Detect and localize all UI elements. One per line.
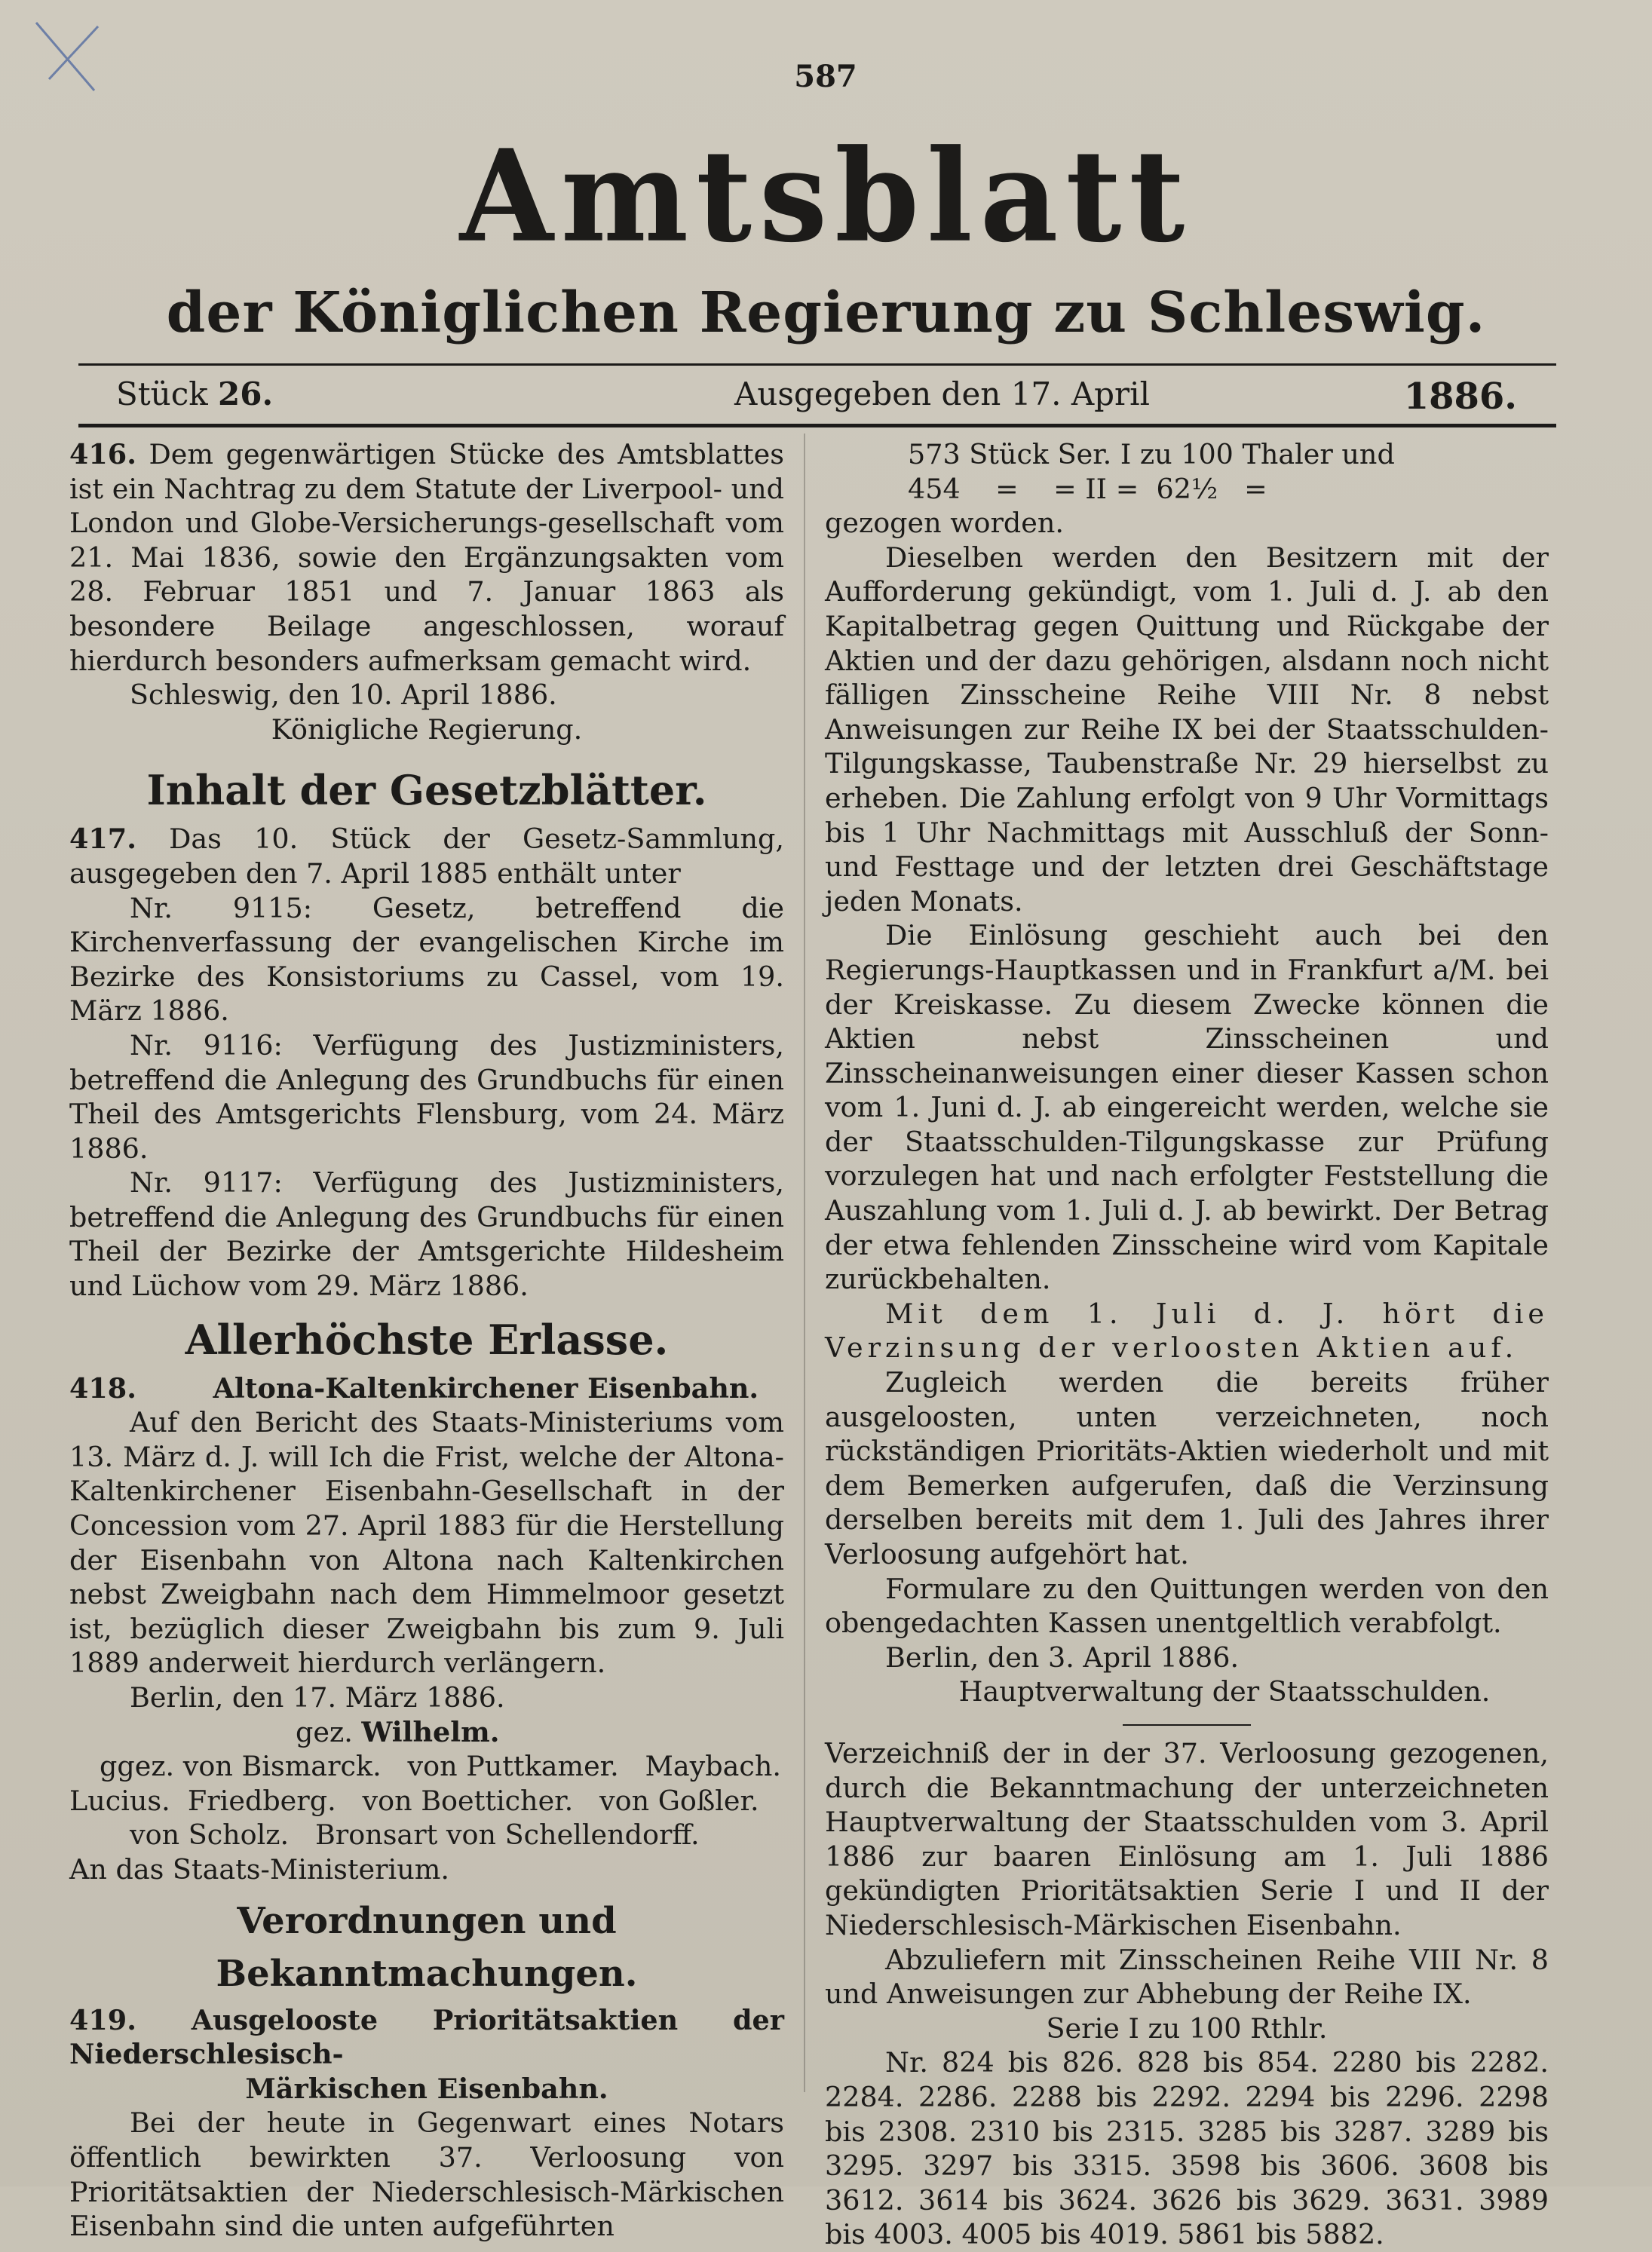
series-line: 573 Stück Ser. I zu 100 Thaler und (908, 438, 1395, 470)
addressee: An das Staats-Ministerium. (69, 1852, 449, 1886)
place-date: Schleswig, den 10. April 1886. (130, 679, 557, 712)
heading-verordnungen: Verordnungen und Bekanntmachungen. (216, 1899, 638, 1995)
paragraph: Dieselben werden den Besitzern mit der Aufforderung gekündigt, vom 1. Juli d. J. ab den Kapitalbetrag gegen Quittung und Rückgabe der Aktien und der dazu gehörigen, alsdann noch nicht fälligen Zinsscheine Reihe VIII Nr. 8 nebst Anweisungen zur Reihe IX bei der Staatsschulden-Tilgungskasse, Taubenstraße Nr. 29 hierselbst zu erheben. Die Zahlung erfolgt von 9 Uhr Vormittags bis 1 Uhr Nachmittags mit Ausschluß der Sonn- und Festtage und der letzten drei Geschäftstage jeden Monats. (825, 541, 1549, 918)
issue-year: 1886. (1403, 375, 1517, 418)
list-note: Abzuliefern mit Zinsscheinen Reihe VIII Nr. 8 und Anweisungen zur Abhebung der Reihe IX. (825, 1943, 1549, 2011)
top-rule (78, 363, 1556, 366)
issue-info: Stück 26. (116, 375, 274, 412)
pencil-mark-icon (23, 15, 106, 98)
page-number: 587 (794, 59, 857, 94)
separator (1123, 1724, 1251, 1726)
place-date: Berlin, den 3. April 1886. (885, 1641, 1240, 1674)
right-column (825, 437, 1549, 2252)
paragraph: Zugleich werden die bereits früher ausgeloosten, unten verzeichneten, noch rückständigen Prioritäts-Aktien wiederholt und mit dem Bemerken aufgerufen, daß die Verzinsung derselben bereits mit dem 1. Juli des Jahres ihrer Verloosung aufgehört hat. (825, 1366, 1549, 1570)
series-line: 454 = = II = 62½ = (908, 472, 1267, 505)
signature: gez. Wilhelm. (296, 1715, 500, 1748)
column-divider (804, 434, 805, 2092)
heading-erlasse: Allerhöchste Erlasse. (185, 1315, 669, 1364)
authority: Königliche Regierung. (271, 712, 583, 746)
paragraph: Die Einlösung geschieht auch bei den Regierungs-Hauptkassen und in Frankfurt a/M. bei der Kreiskasse. Zu diesem Zwecke können die Aktien nebst Zinsscheinen und Zinsscheinanweisungen einer dieser Kassen schon vom 1. Juni d. J. ab eingereicht werden, welche sie der Staatsschulden-Tilgungskasse zur Prüfung vorzulegen hat und nach erfolgter Feststellung die Auszahlung vom 1. Juli d. J. ab bewirkt. Der Betrag der etwa fehlenden Zinsscheine wird vom Kapitale zurückbehalten. (825, 919, 1549, 1296)
section-419-title-2: Märkischen Eisenbahn. (245, 2072, 608, 2105)
series-heading: Serie I zu 100 Rthlr. (1046, 2011, 1328, 2045)
section-418-text: Auf den Bericht des Staats-Ministeriums vom 13. März d. J. will Ich die Frist, welche der Altona-Kaltenkirchener Eisenbahn-Gesellschaft in der Concession vom 27. April 1883 für die Herstellung der Eisenbahn von Altona nach Kaltenkirchen nebst Zweigbahn nach dem Himmelmoor gesetzt ist, bezüglich dieser Zweigbahn bis zum 9. Juli 1889 anderweit hierdurch verlängern. (69, 1406, 784, 1680)
law-item: Nr. 9116: Verfügung des Justizministers, betreffend die Anlegung des Grundbuchs für einen Theil des Amtsgerichts Flensburg, vom 24. März 1886. (69, 1028, 784, 1165)
countersignatures: Lucius. Friedberg. von Boetticher. von Goßler. (69, 1784, 759, 1817)
countersignatures: ggez. von Bismarck. von Puttkamer. Maybach. (100, 1750, 781, 1783)
section-416: 416. Dem gegenwärtigen Stücke des Amtsblattes ist ein Nachtrag zu dem Statute der Liverpool- und London und Globe-Versicherungs-gesellschaft vom 21. Mai 1836, sowie den Ergänzungsakten vom 28. Februar 1851 und 7. Januar 1863 als besondere Beilage angeschlossen, worauf hierdurch besonders aufmerksam gemacht wird. (69, 438, 784, 677)
masthead-title: Amtsblatt (459, 121, 1193, 271)
section-419-text: Bei der heute in Gegenwart eines Notars öffentlich bewirkten 37. Verloosung von Prioritätsaktien der Niederschlesisch-Märkischen Eisenbahn sind die unten aufgeführten (69, 2106, 784, 2243)
place-date: Berlin, den 17. März 1886. (130, 1681, 505, 1714)
section-419-title: 419. Ausgelooste Prioritätsaktien der Niederschlesisch- (69, 2003, 784, 2071)
authority: Hauptverwaltung der Staatsschulden. (958, 1675, 1491, 1708)
heading-gesetzblaetter: Inhalt der Gesetzblätter. (146, 766, 707, 815)
issue-date: Ausgegeben den 17. April (734, 375, 1151, 412)
drawn-line: gezogen worden. (825, 507, 1064, 540)
issue-line (78, 372, 1556, 418)
paragraph: Formulare zu den Quittungen werden von den obengedachten Kassen unentgeltlich verabfolgt. (825, 1572, 1549, 1640)
countersignatures: von Scholz. Bronsart von Schellendorff. (130, 1818, 700, 1852)
list-intro: Verzeichniß der in der 37. Verloosung gezogenen, durch die Bekanntmachung der unterzeichneten Hauptverwaltung der Staatsschulden vom 3. April 1886 zur baaren Einlösung am 1. Juli 1886 gekündigten Prioritätsaktien Serie I und II der Niederschlesisch-Märkischen Eisenbahn. (825, 1736, 1549, 1941)
law-item: Nr. 9115: Gesetz, betreffend die Kirchenverfassung der evangelischen Kirche im Bezirke des Konsistoriums zu Cassel, vom 19. März 1886. (69, 891, 784, 1028)
number-list: Nr. 824 bis 826. 828 bis 854. 2280 bis 2282. 2284. 2286. 2288 bis 2292. 2294 bis 2296. 2298 bis 2308. 2310 bis 2315. 3285 bis 3287. 3289 bis 3295. 3297 bis 3315. 3598 bis 3606. 3608 bis 3612. 3614 bis 3624. 3626 bis 3629. 3631. 3989 bis 4003. 4005 bis 4019. 5861 bis 5882. (825, 2046, 1549, 2251)
bottom-rule-thick (78, 424, 1556, 427)
left-column (69, 437, 784, 2244)
section-418-title: 418. Altona-Kaltenkirchener Eisenbahn. (69, 1371, 759, 1405)
paragraph: Mit dem 1. Juli d. J. hört die Verzinsung der verloosten Aktien auf. (825, 1297, 1549, 1365)
law-item: Nr. 9117: Verfügung des Justizministers, betreffend die Anlegung des Grundbuchs für einen Theil der Bezirke der Amtsgerichte Hildesheim und Lüchow vom 29. März 1886. (69, 1166, 784, 1303)
section-417: 417. Das 10. Stück der Gesetz-Sammlung, ausgegeben den 7. April 1885 enthält unter (69, 823, 784, 890)
masthead-subtitle: der Königlichen Regierung zu Schleswig. (166, 280, 1486, 345)
